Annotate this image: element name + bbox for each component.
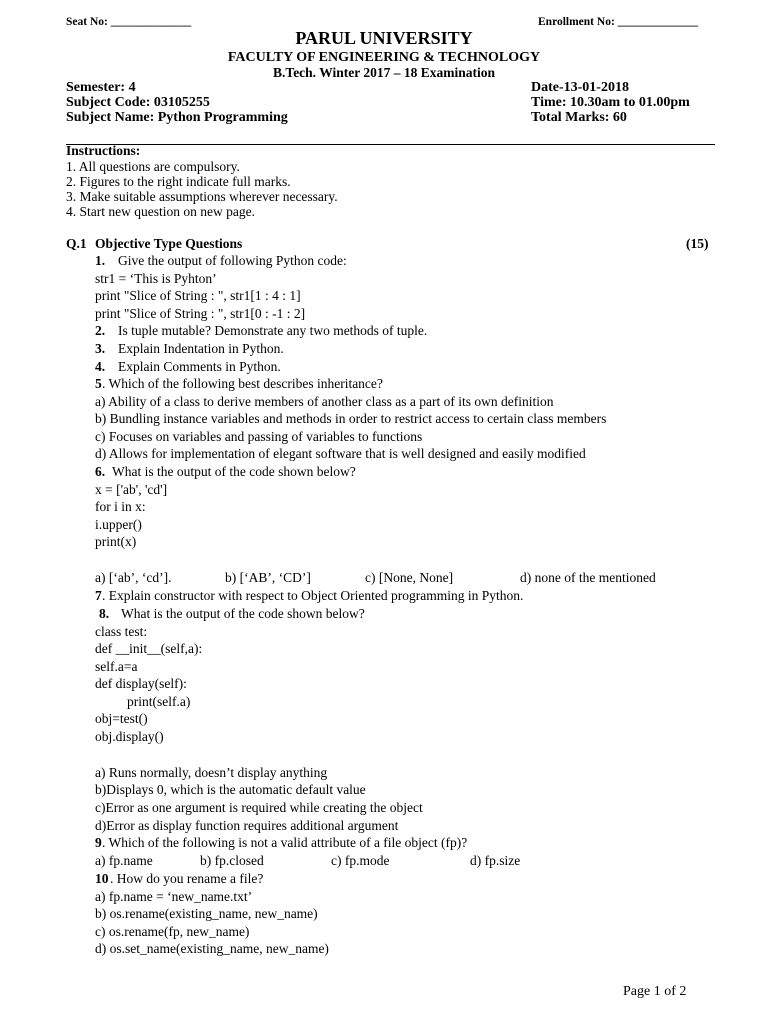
option: a) fp.name = ‘new_name.txt’ — [95, 889, 253, 904]
option: c)Error as one argument is required while creating the object — [95, 800, 423, 815]
exam-time: Time: 10.30am to 01.00pm — [531, 95, 690, 110]
header-divider — [66, 144, 715, 145]
code-line: def __init__(self,a): — [95, 641, 203, 656]
option: c) [None, None] — [365, 570, 454, 585]
option: d) fp.size — [470, 853, 521, 868]
subject-name: Subject Name: Python Programming — [66, 110, 288, 125]
instruction-item: 1. All questions are compulsory. — [66, 159, 240, 174]
question-text: Explain Indentation in Python. — [118, 341, 284, 356]
code-line: def display(self): — [95, 676, 187, 691]
option: a) fp.name — [95, 853, 153, 868]
instruction-item: 3. Make suitable assumptions wherever necessary. — [66, 189, 338, 204]
question-text: . Explain constructor with respect to Object Oriented programming in Python. — [102, 588, 524, 603]
option: c) os.rename(fp, new_name) — [95, 924, 250, 939]
enrollment-no: Enrollment No: ______________ — [538, 16, 699, 28]
instructions-title: Instructions: — [66, 143, 141, 158]
question-text: . How do you rename a file? — [110, 871, 264, 886]
code-line: obj.display() — [95, 729, 164, 744]
code-line: for i in x: — [95, 499, 146, 514]
question-number: 7 — [95, 588, 102, 603]
option: d) Allows for implementation of elegant software that is well designed and easily modified — [95, 446, 586, 461]
question-number: 4. — [95, 359, 106, 374]
option: a) [‘ab’, ‘cd’]. — [95, 570, 172, 585]
code-line: str1 = ‘This is Pyhton’ — [95, 271, 217, 286]
page-number: Page 1 of 2 — [623, 984, 687, 999]
instruction-item: 2. Figures to the right indicate full marks. — [66, 174, 291, 189]
code-line: i.upper() — [95, 517, 142, 532]
option: b) Bundling instance variables and methods in order to restrict access to certain class members — [95, 411, 607, 426]
option: c) fp.mode — [331, 853, 390, 868]
option: a) Runs normally, doesn’t display anything — [95, 765, 328, 780]
subject-code: Subject Code: 03105255 — [66, 95, 210, 110]
code-line: class test: — [95, 624, 148, 639]
code-line: x = ['ab', 'cd'] — [95, 482, 168, 497]
code-line: print(x) — [95, 534, 137, 549]
option: d) os.set_name(existing_name, new_name) — [95, 941, 329, 956]
option: c) Focuses on variables and passing of variables to functions — [95, 429, 423, 444]
instruction-item: 4. Start new question on new page. — [66, 204, 255, 219]
total-marks: Total Marks: 60 — [531, 110, 627, 125]
section-marks: (15) — [686, 236, 709, 251]
question-text: Is tuple mutable? Demonstrate any two methods of tuple. — [118, 323, 428, 338]
section-title: Objective Type Questions — [95, 236, 243, 251]
question-number: 2. — [95, 323, 106, 338]
option: b)Displays 0, which is the automatic default value — [95, 782, 366, 797]
semester: Semester: 4 — [66, 80, 136, 95]
faculty-name: FACULTY OF ENGINEERING & TECHNOLOGY — [227, 50, 541, 65]
code-line: obj=test() — [95, 711, 148, 726]
option: b) [‘AB’, ‘CD’] — [225, 570, 311, 585]
option: b) fp.closed — [200, 853, 264, 868]
code-line: print "Slice of String : ", str1[0 : -1 : 2] — [95, 306, 306, 321]
option: b) os.rename(existing_name, new_name) — [95, 906, 318, 921]
question-number: 3. — [95, 341, 106, 356]
exam-date: Date-13-01-2018 — [531, 80, 629, 95]
question-number: 1. — [95, 253, 106, 268]
question-number: 9 — [95, 835, 102, 850]
question-text: What is the output of the code shown below? — [112, 464, 356, 479]
code-line: print(self.a) — [127, 694, 191, 709]
question-number: 10 — [95, 871, 109, 886]
question-text: What is the output of the code shown below? — [121, 606, 365, 621]
question-number: 6. — [95, 464, 106, 479]
question-text: Give the output of following Python code: — [118, 253, 347, 268]
question-text: Explain Comments in Python. — [118, 359, 281, 374]
university-name: PARUL UNIVERSITY — [295, 28, 473, 48]
seat-no: Seat No: ______________ — [66, 16, 192, 28]
code-line: print "Slice of String : ", str1[1 : 4 : 1] — [95, 288, 301, 303]
exam-title: B.Tech. Winter 2017 – 18 Examination — [273, 65, 495, 80]
question-text: . Which of the following is not a valid attribute of a file object (fp)? — [102, 835, 468, 850]
code-line: self.a=a — [95, 659, 138, 674]
section-number: Q.1 — [66, 236, 87, 251]
option: d) none of the mentioned — [520, 570, 656, 585]
option: d)Error as display function requires additional argument — [95, 818, 399, 833]
question-number: 5 — [95, 376, 102, 391]
question-number: 8. — [99, 606, 110, 621]
question-text: . Which of the following best describes inheritance? — [102, 376, 383, 391]
option: a) Ability of a class to derive members of another class as a part of its own definition — [95, 394, 554, 409]
